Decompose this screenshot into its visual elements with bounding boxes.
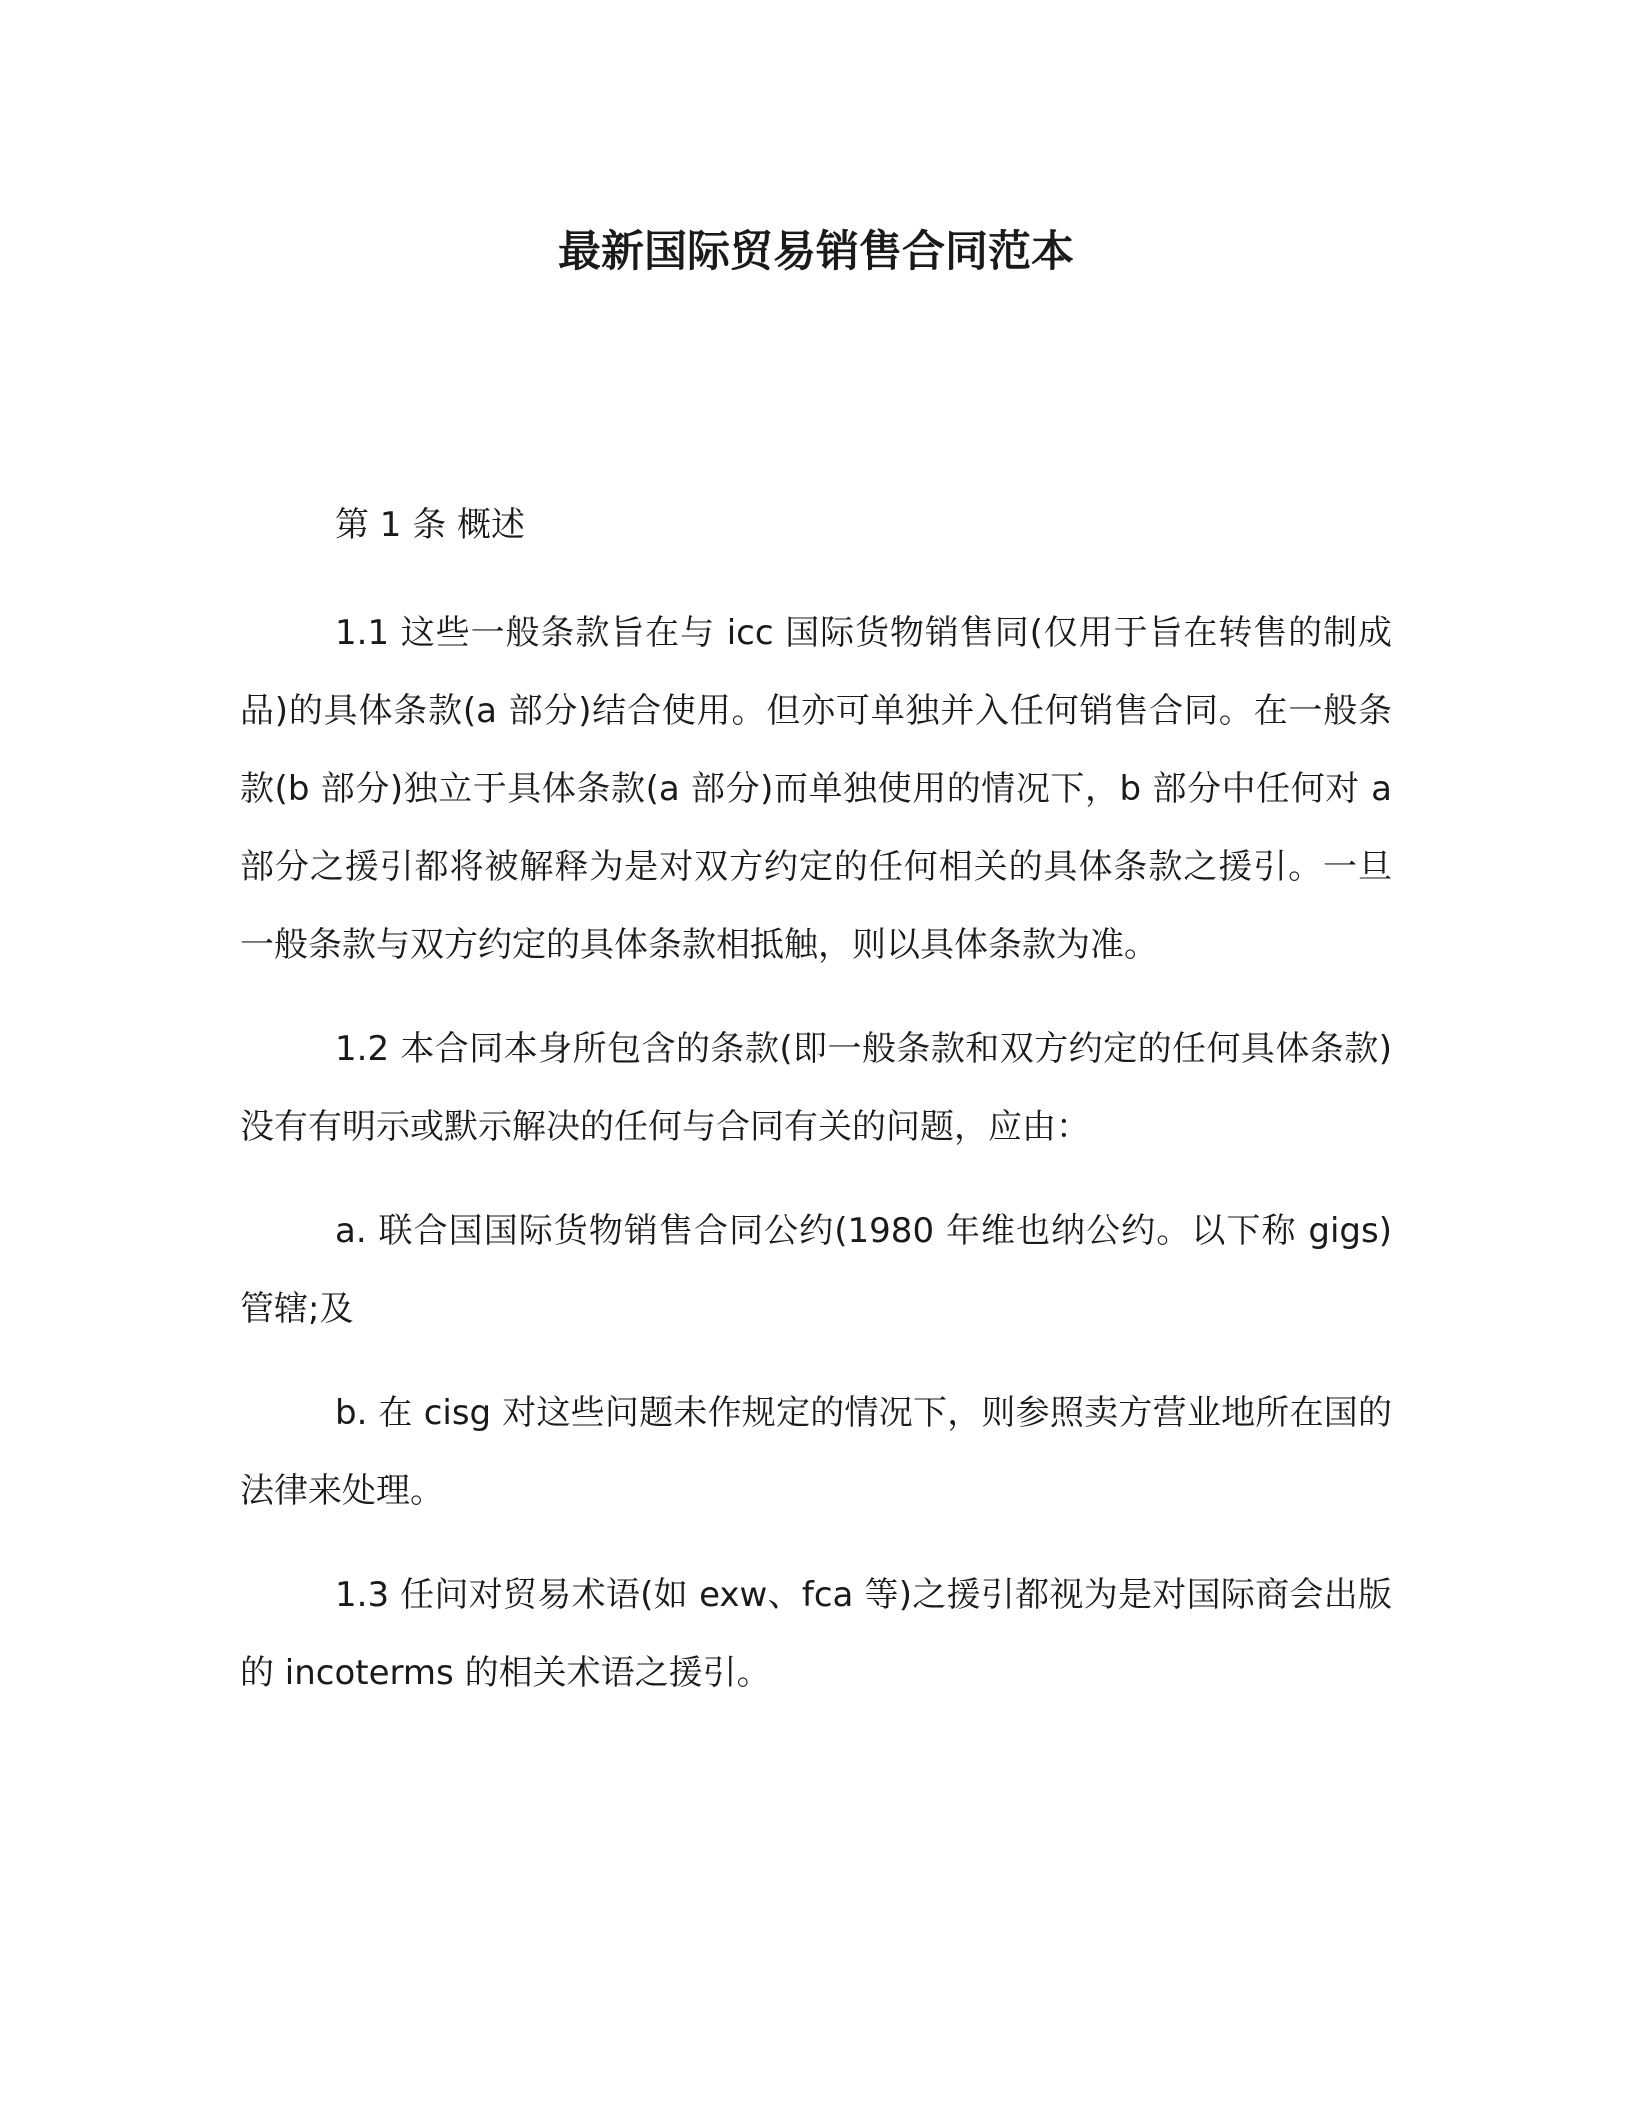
paragraph-1-3: 1.3 任问对贸易术语(如 exw、fca 等)之援引都视为是对国际商会出版的 incoterms 的相关术语之援引。 [240,1575,1392,1693]
document-body [240,486,1392,1738]
document-title: 最新国际贸易销售合同范本 [558,227,1074,277]
paragraph-1-1: 1.1 这些一般条款旨在与 icc 国际货物销售同(仅用于旨在转售的制成品)的具体条款(a 部分)结合使用。但亦可单独并入任何销售合同。在一般条款(b 部分)独立于具体条款(a 部分)而单独使用的情况下，b 部分中任何对 a 部分之援引都将被解释为是对双方约定的任何相关的具体条款之援引。一旦一般条款与双方约定的具体条款相抵触，则以具体条款为准。 [240,613,1392,965]
paragraph-1-2: 1.2 本合同本身所包含的条款(即一般条款和双方约定的任何具体条款)没有有明示或默示解决的任何与合同有关的问题，应由： [240,1029,1392,1147]
section-heading: 第 1 条 概述 [335,505,526,545]
paragraph-1-2-a: a. 联合国国际货物销售合同公约(1980 年维也纳公约。以下称 gigs)管辖;及 [240,1211,1392,1329]
paragraph-1-2-b: b. 在 cisg 对这些问题未作规定的情况下，则参照卖方营业地所在国的法律来处理。 [240,1393,1392,1511]
